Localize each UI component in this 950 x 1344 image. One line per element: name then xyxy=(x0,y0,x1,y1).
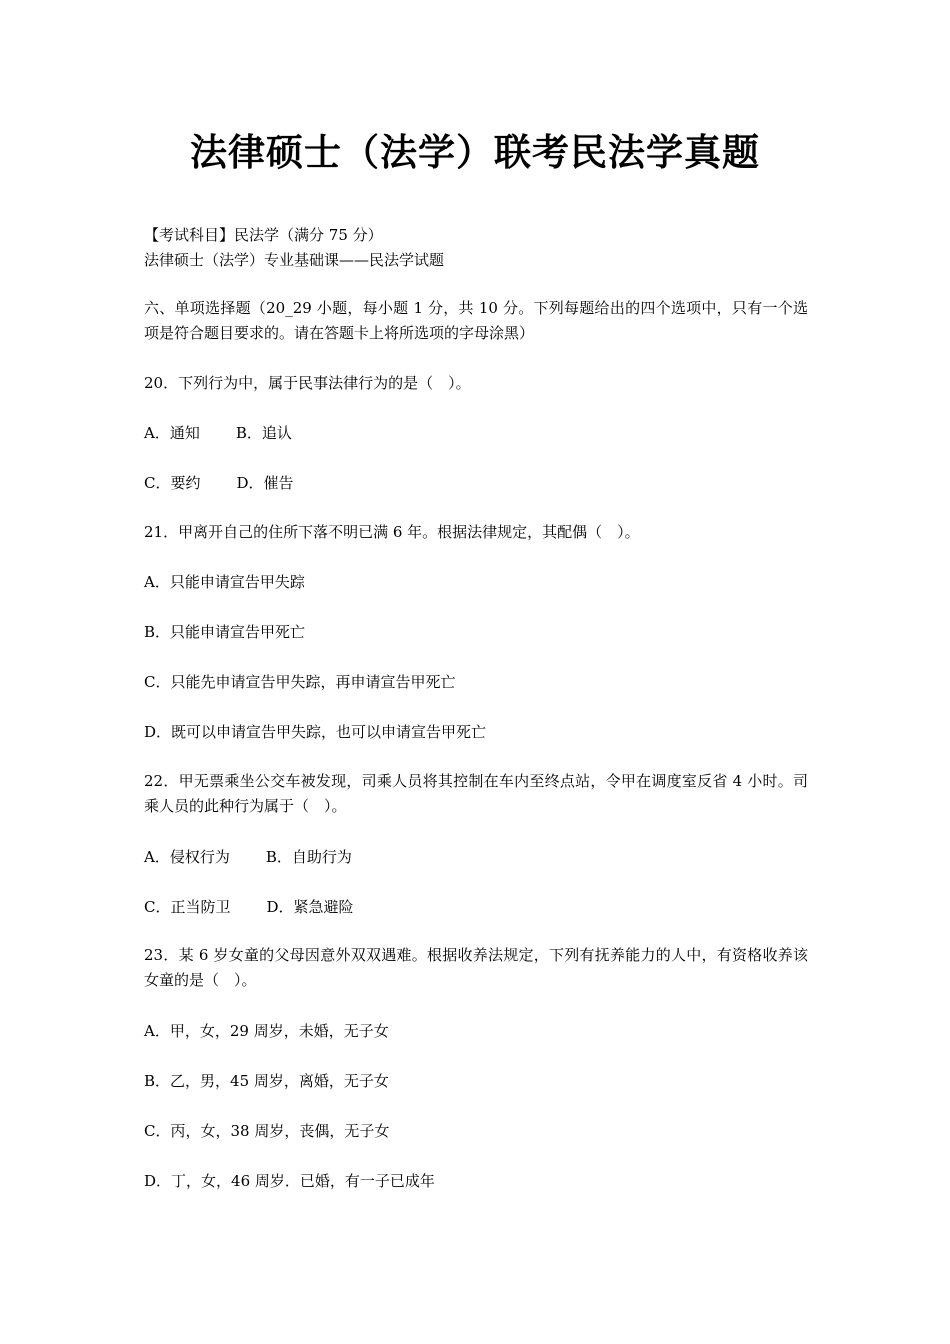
question-22-option-a: A．侵权行为 xyxy=(144,848,230,866)
question-21-option-a: A．只能申请宣告甲失踪 xyxy=(144,573,305,591)
question-20-option-a: A．通知 xyxy=(144,424,200,442)
question-22-options-row-1 xyxy=(144,846,352,868)
question-20-option-d: D．催告 xyxy=(236,474,294,492)
question-22-options-row-2 xyxy=(144,896,354,918)
question-23-option-d: D．丁，女，46 周岁．已婚，有一子已成年 xyxy=(144,1172,435,1190)
question-20-option-b: B．追认 xyxy=(235,424,292,442)
question-22-stem: 22．甲无票乘坐公交车被发现，司乘人员将其控制在车内至终点站，令甲在调度室反省 4 小时。司乘人员的此种行为属于（ ）。 xyxy=(144,772,808,815)
question-22-option-b: B．自助行为 xyxy=(265,848,352,866)
question-21-option-d: D．既可以申请宣告甲失踪，也可以申请宣告甲死亡 xyxy=(144,723,487,741)
subject-line: 【考试科目】民法学（满分 75 分） xyxy=(144,226,383,244)
subtitle-line: 法律硕士（法学）专业基础课——民法学试题 xyxy=(144,251,445,269)
question-20-options-row-2 xyxy=(144,472,294,494)
question-23-stem: 23．某 6 岁女童的父母因意外双双遇难。根据收养法规定，下列有抚养能力的人中，有资格收养该女童的是（ ）。 xyxy=(144,946,808,989)
question-20-options-row-1 xyxy=(144,422,292,444)
question-23-option-c: C．丙，女，38 周岁，丧偶，无子女 xyxy=(144,1122,390,1140)
question-21-option-c: C．只能先申请宣告甲失踪，再申请宣告甲死亡 xyxy=(144,673,456,691)
question-20-stem: 20．下列行为中，属于民事法律行为的是（ ）。 xyxy=(144,374,471,392)
question-22-option-c: C．正当防卫 xyxy=(144,898,231,916)
section-instructions: 六、单项选择题（20_29 小题，每小题 1 分，共 10 分。下列每题给出的四个选项中，只有一个选项是符合题目要求的。请在答题卡上将所选项的字母涂黑） xyxy=(144,299,808,342)
question-20-option-c: C．要约 xyxy=(144,474,201,492)
question-22-option-d: D．紧急避险 xyxy=(266,898,354,916)
document-title: 法律硕士（法学）联考民法学真题 xyxy=(190,130,760,174)
question-21-stem: 21．甲离开自己的住所下落不明已满 6 年。根据法律规定，其配偶（ ）。 xyxy=(144,523,640,541)
question-21-option-b: B．只能申请宣告甲死亡 xyxy=(144,623,306,641)
question-23-option-a: A．甲，女，29 周岁，未婚，无子女 xyxy=(144,1022,389,1040)
question-23-option-b: B．乙，男，45 周岁，离婚，无子女 xyxy=(144,1072,389,1090)
